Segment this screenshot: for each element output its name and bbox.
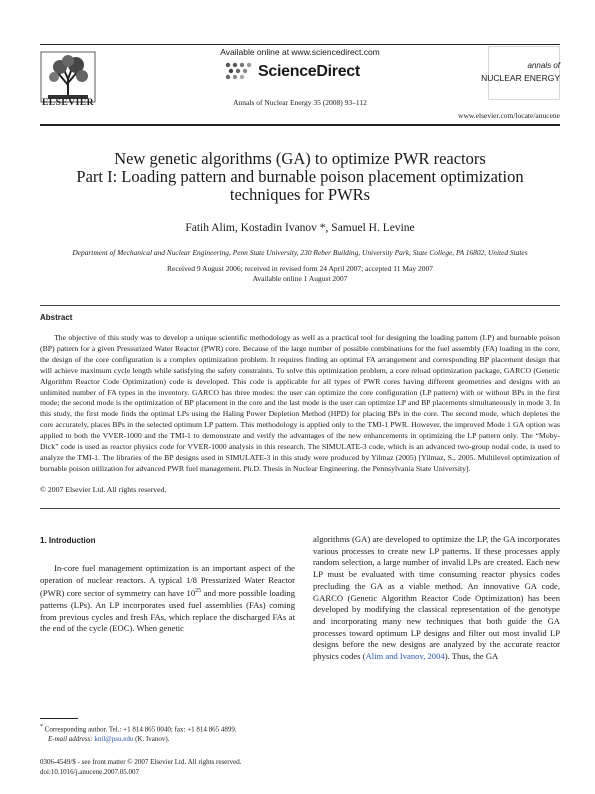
sciencedirect-wordmark: ScienceDirect (258, 63, 360, 80)
email-label: E-mail address: (48, 734, 93, 743)
received-dates: Received 9 August 2006; received in revised form 24 April 2007; accepted 11 May 2007 (167, 264, 433, 273)
publisher-name: ELSEVIER (41, 98, 95, 108)
abstract-heading: Abstract (40, 313, 73, 322)
online-date: Available online 1 August 2007 (252, 274, 348, 283)
sciencedirect-dots-icon (222, 60, 256, 82)
abstract-bottom-rule (40, 508, 560, 509)
available-online-text: Available online at www.sciencedirect.com (220, 47, 380, 57)
email-link[interactable]: knil@psu.edu (94, 734, 134, 743)
journal-name-line1: annals of (527, 61, 560, 70)
left-column-text (40, 563, 295, 635)
title-line-3: techniques for PWRs (229, 185, 371, 204)
intro-right-end: ). Thus, the GA (444, 651, 499, 662)
front-matter-info (40, 758, 295, 777)
doi-line: doi:10.1016/j.anucene.2007.05.007 (40, 767, 139, 776)
abstract-top-rule (40, 305, 560, 306)
article-title (40, 150, 560, 204)
title-line-1: New genetic algorithms (GA) to optimize PWR reactors (114, 149, 486, 168)
intro-exponent: 25 (195, 588, 202, 595)
footnote-rule (40, 718, 78, 719)
intro-text-part2: and more possible loading patterns (LPs). An LP incorporates used fuel assemblies (FAs) coming from previous cycles and fresh FAs, which replace the discharged FAs at the end of the cycle (EOC). When genetic (40, 588, 295, 634)
section-heading-introduction: 1. Introduction (40, 536, 96, 545)
header-top-rule (40, 44, 560, 45)
journal-citation: Annals of Nuclear Energy 35 (2008) 93–112 (233, 98, 367, 107)
title-line-2: Part I: Loading pattern and burnable poison placement optimization (76, 167, 524, 186)
abstract-body: The objective of this study was to develop a unique scientific methodology as well as a practical tool for designing the loading pattern (LP) and burnable poison (BP) pattern for a given Pressurized Water Reactor (PWR) core. Because of the large number of possible combinations for the fuel assembly (FA) loading in the core, the design of the core configuration is a complex optimization problem. It requires finding an optimal FA arrangement and corresponding BP placement design that will achieve maximum cycle length while satisfying the safety constraints. To solve this optimization problem, a core reload optimization package, GARCO (Genetic Algorithm Reactor Code Optimization) code is developed. This code is applicable for all types of PWR cores having different geometries and designs with an unlimited number of FA types in the inventory. GARCO has three modes: the user can optimize the core configuration (LP pattern) with or without BPs in the first mode; the second mode is the optimization of BP placement in the core and the last mode is the user can optimize LP and BP placements simultaneously in mode 3. In this study, the first mode finds the optimal LPs using the Haling Power Depletion Method (HPD) for placing BPs in the core. The second mode, which depletes the core accurately, places BPs in the selected optimum LP pattern. This methodology is applied only to the TMI-1 PWR. However, the improved Mode 1 GA option was applied to both the VVER-1000 and the TMI-1 to demonstrate and verify the advantages of the new enhancements in optimizing the LP pattern only. The “Moby-Dick” code is used as reactor physics code for VVER-1000 analysis in this research. The SIMULATE-3 code, which is an advanced two-group nodal code, is used to analyze the TMI-1. The libraries of the BP designs used in SIMULATE-3 in this study were produced by Yilmaz (2005) [Yilmaz, S., 2005. Multilevel optimization of burnable poison utilization for advanced PWR fuel management. Ph.D. Thesis in Nuclear Engineering. the Pennsylvania State University]. (40, 333, 560, 473)
intro-paragraph-continued (313, 534, 560, 663)
footnote-line-1 (40, 723, 295, 735)
footnote-line-2 (40, 735, 295, 745)
article-dates (40, 264, 560, 284)
right-column-text (313, 534, 560, 663)
asterisk-mark: * (40, 724, 43, 730)
intro-paragraph (40, 563, 295, 635)
header-bottom-rule (40, 124, 560, 126)
corresponding-author-footnote (40, 723, 295, 744)
intro-text-part1: In-core fuel management optimization is an important aspect of the operation of nuclear reactors. A typical 1/8 Pressurized Water Reactor (PWR) core sector of symmetry can have 10 (40, 563, 295, 599)
author-list: Fatih Alim, Kostadin Ivanov *, Samuel H. Levine (185, 222, 415, 234)
email-owner: (K. Ivanov). (135, 734, 170, 743)
corresponding-text: Corresponding author. Tel.: +1 814 865 0040; fax: +1 814 865 4899. (44, 725, 237, 734)
journal-name-line2: NUCLEAR ENERGY (481, 73, 560, 83)
journal-url[interactable]: www.elsevier.com/locate/anucene (458, 111, 560, 120)
abstract-copyright: © 2007 Elsevier Ltd. All rights reserved. (40, 485, 167, 494)
affiliation: Department of Mechanical and Nuclear Engineering, Penn State University, 230 Reber Building, University Park, State College, PA 16802, United States (72, 248, 528, 257)
issn-line: 0306-4549/$ - see front matter © 2007 Elsevier Ltd. All rights reserved. (40, 758, 242, 766)
intro-right-text: algorithms (GA) are developed to optimize the LP, the GA incorporates various processes to create new LP patterns. If these processes apply random selection, a large number of invalid LPs are created. Each new LP must be evaluated with time consuming reactor physics codes precluding the GA as a viable method. An innovative GA code, GARCO (Genetic Algorithm Reactor Code Optimization) has been developed by modifying the classical representation of the genotype and incorporating many new techniques that both guide the GA processes toward optimum LP designs and filter out most invalid LP designs before the new designs are analyzed by the accurate reactor physics codes ( (313, 534, 560, 662)
citation-link[interactable]: Alim and Ivanov, 2004 (365, 651, 445, 662)
